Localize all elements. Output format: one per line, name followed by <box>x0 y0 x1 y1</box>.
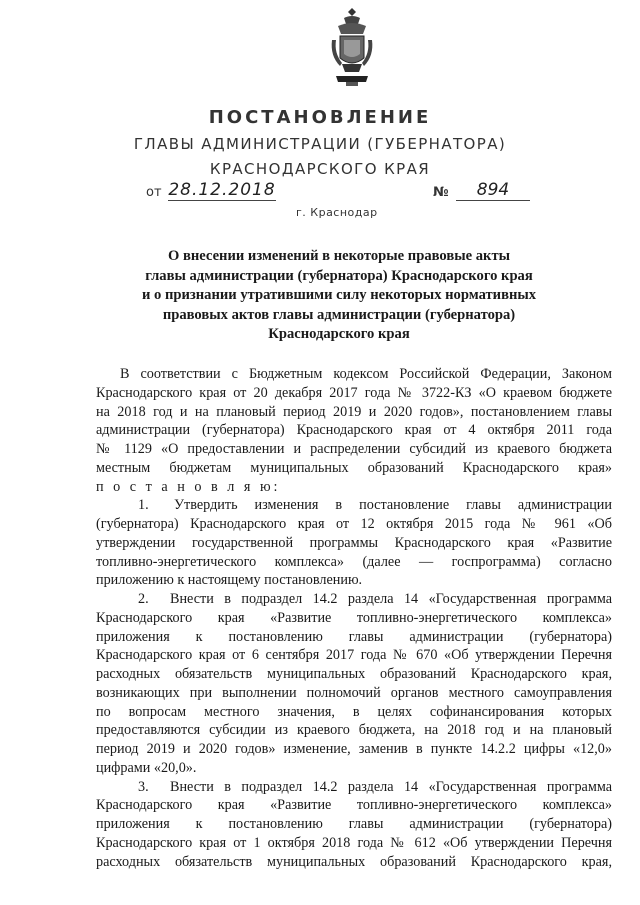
document-body <box>96 365 612 871</box>
issuer-line-2: КРАСНОДАРСКОГО КРАЯ <box>209 160 431 178</box>
body-line: приложению к настоящему постановлению. <box>96 572 363 589</box>
body-line: Краснодарского края «Развитие топливно-энергетического комплекса» <box>96 609 612 626</box>
issuer-line-1: ГЛАВЫ АДМИНИСТРАЦИИ (ГУБЕРНАТОРА) <box>133 135 507 153</box>
body-line: Краснодарского края от 6 сентября 2017 года № 670 «Об утверждении Перечня <box>96 647 612 664</box>
body-line: (губернатора) Краснодарского края от 12 октября 2015 года № 961 «Об <box>96 516 612 532</box>
body-line: Внести в подраздел 14.2 раздела 14 «Государственная программа <box>170 591 612 607</box>
item-2-first-line <box>96 590 612 609</box>
heading-line: О внесении изменений в некоторые правовые акты <box>167 248 511 264</box>
city: г. Краснодар <box>296 206 378 219</box>
heading-line: и о признании утратившими силу некоторых нормативных <box>141 287 537 304</box>
body-line: цифрами «20,0». <box>96 759 197 776</box>
item-3-first-line <box>96 778 612 797</box>
body-line: № 1129 «О предоставлении и распределении субсидий из краевого бюджета <box>96 441 612 457</box>
item-number: 3. <box>138 778 149 795</box>
item-number: 1. <box>138 497 149 514</box>
document-heading <box>100 247 578 345</box>
body-line: период 2019 и 2020 годов» изменение, заменив в пункте 14.2.2 цифры «12,0» <box>96 741 612 757</box>
heading-line: Краснодарского края <box>268 326 410 343</box>
number-prefix: № <box>433 185 449 200</box>
body-line: на 2018 год и на плановый период 2019 и 2020 годов», постановлением главы <box>96 403 612 420</box>
body-line: расходных обязательств муниципальных образований Краснодарского края, <box>96 853 612 870</box>
body-line: Утвердить изменения в постановление главы администрации <box>174 497 612 514</box>
body-line: В соответствии с Бюджетным кодексом Российской Федерации, Законом <box>120 366 612 382</box>
item-1-first-line <box>96 496 612 515</box>
body-line: предоставляются субсидии из краевого бюджета, на 2018 год и на плановый <box>96 722 612 739</box>
body-line: Внести в подраздел 14.2 раздела 14 «Государственная программа <box>170 778 612 795</box>
body-line: приложения к постановлению главы администрации (губернатора) <box>96 628 612 645</box>
body-line: возникающих при выполнении полномочий органов местного самоуправления <box>96 684 612 701</box>
body-line: Краснодарского края от 20 декабря 2017 года № 3722-КЗ «О краевом бюджете <box>96 384 612 401</box>
body-line: по вопросам местного значения, в целях софинансирования которых <box>96 703 612 720</box>
heading-line: правовых актов главы администрации (губернатора) <box>162 306 516 323</box>
body-line: Краснодарского края «Развитие топливно-энергетического комплекса» <box>96 797 612 814</box>
body-line: расходных обязательств муниципальных образований Краснодарского края, <box>96 666 612 682</box>
body-line: приложения к постановлению главы администрации (губернатора) <box>96 816 612 832</box>
document-number: 894 <box>456 180 530 201</box>
resolution-word: п о с т а н о в л я ю: <box>96 478 281 495</box>
body-line: администрации (губернатора) Краснодарского края от 4 октября 2011 года <box>96 422 612 439</box>
body-line: местным бюджетам муниципальных образований Краснодарского края» <box>96 459 612 476</box>
body-line: Краснодарского края от 1 октября 2018 года № 612 «Об утверждении Перечня <box>96 834 612 851</box>
date-prefix: от <box>146 185 162 200</box>
coat-of-arms-icon <box>330 6 374 90</box>
item-number: 2. <box>138 591 149 607</box>
body-line: утверждении государственной программы Краснодарского края «Развитие <box>96 534 612 551</box>
body-line: топливно-энергетического комплекса» (далее — госпрограмма) согласно <box>96 553 612 570</box>
document-date: 28.12.2018 <box>168 180 276 200</box>
heading-line: главы администрации (губернатора) Краснодарского края <box>145 267 533 284</box>
document-type-title: ПОСТАНОВЛЕНИЕ <box>208 107 432 128</box>
